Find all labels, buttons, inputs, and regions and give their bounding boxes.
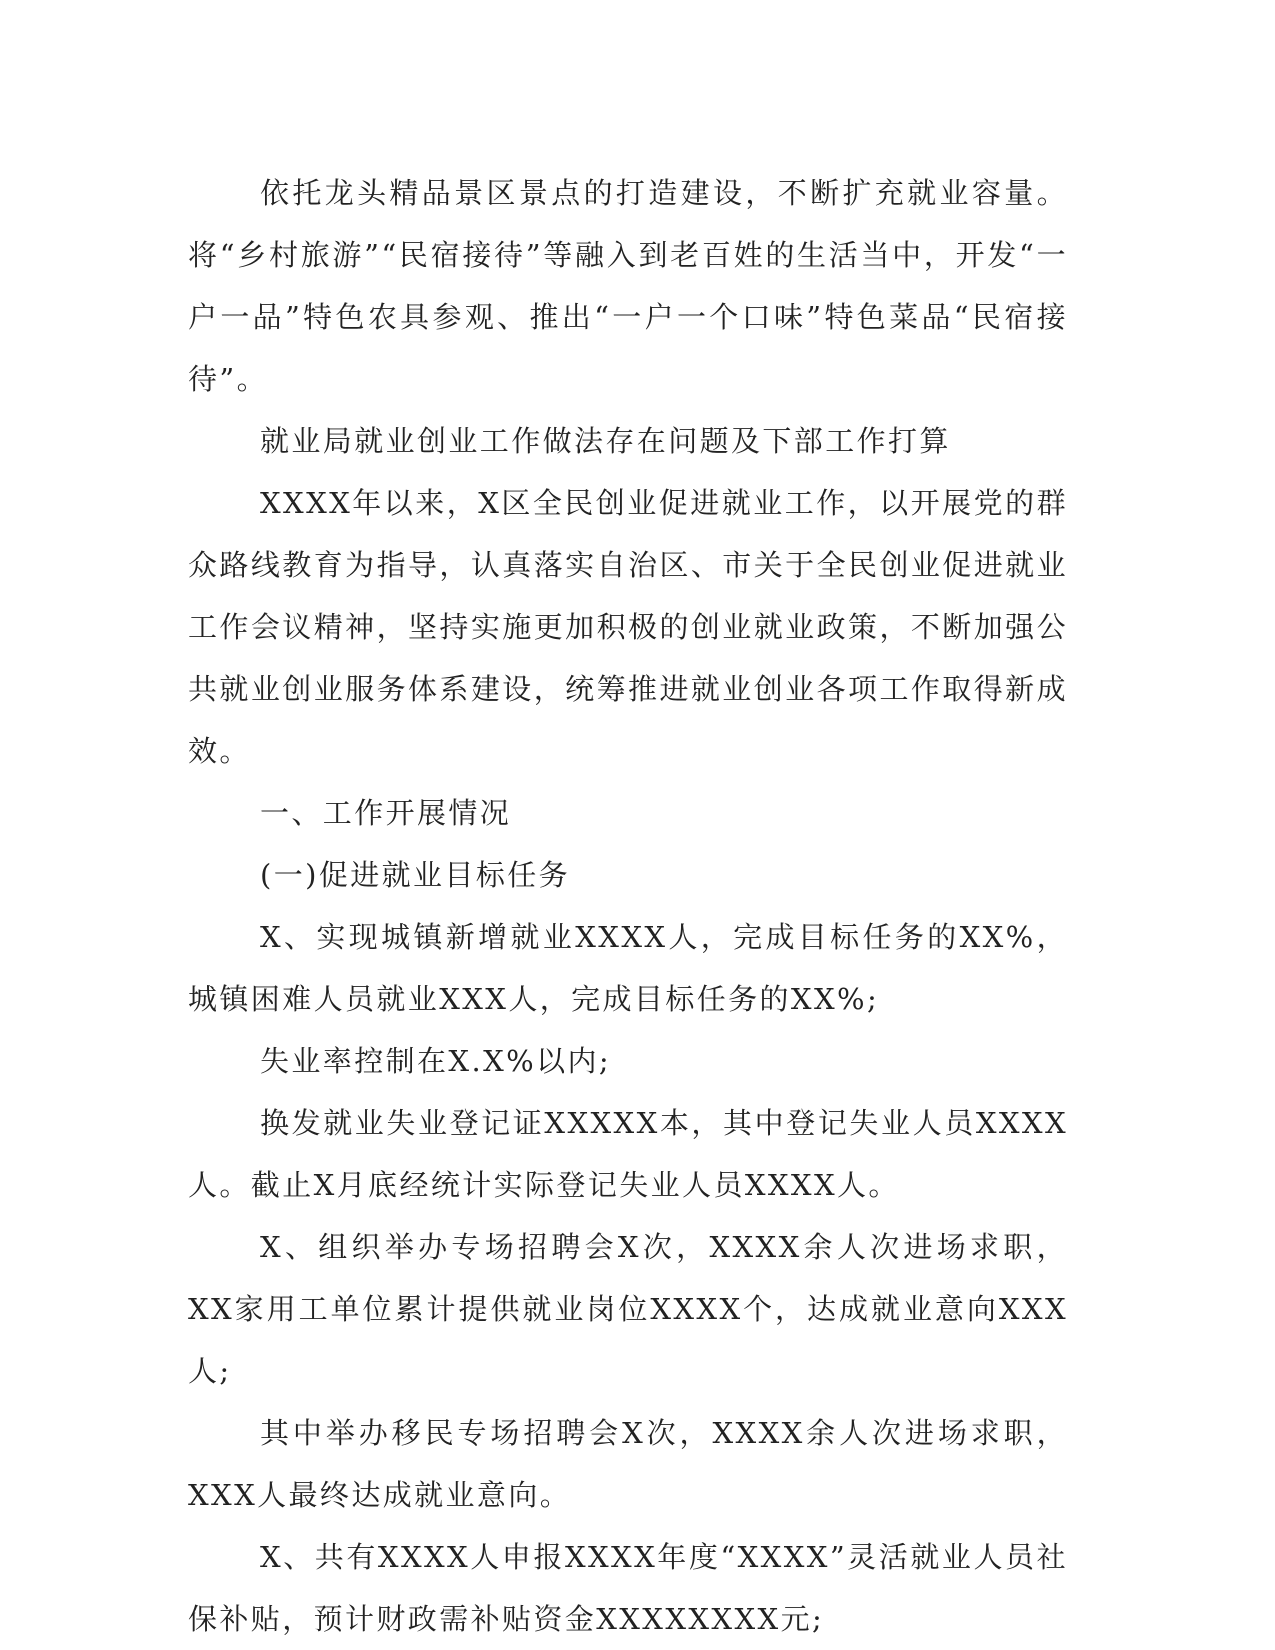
paragraph-migrant-job-fairs: 其中举办移民专场招聘会X次，XXXX余人次进场求职，XXX人最终达成就业意向。 — [188, 1416, 1068, 1512]
paragraph-registration: 换发就业失业登记证XXXXX本，其中登记失业人员XXXX人。截止X月底经统计实际登记失业人员XXXX人。 — [188, 1106, 1068, 1202]
paragraph-job-fairs: X、组织举办专场招聘会X次，XXXX余人次进场求职，XX家用工单位累计提供就业岗位XXXX个，达成就业意向XXX人; — [188, 1230, 1068, 1388]
paragraph-intro: XXXX年以来，X区全民创业促进就业工作，以开展党的群众路线教育为指导，认真落实自治区、市关于全民创业促进就业工作会议精神，坚持实施更加积极的创业就业政策，不断加强公共就业创业服务体系建设，统筹推进就业创业各项工作取得新成效。 — [188, 486, 1068, 768]
section-title: 就业局就业创业工作做法存在问题及下部工作打算 — [260, 424, 951, 458]
heading-work-status: 一、工作开展情况 — [260, 796, 512, 830]
paragraph-unemployment-rate: 失业率控制在X.X%以内; — [260, 1044, 612, 1078]
paragraph-social-security-subsidy: X、共有XXXX人申报XXXX年度“XXXX”灵活就业人员社保补贴，预计财政需补贴资金XXXXXXXX元; — [188, 1540, 1068, 1636]
paragraph-tourism: 依托龙头精品景区景点的打造建设，不断扩充就业容量。将“乡村旅游”“民宿接待”等融入到老百姓的生活当中，开发“一户一品”特色农具参观、推出“一户一个口味”特色菜品“民宿接待”。 — [188, 176, 1068, 396]
paragraph-new-employment: X、实现城镇新增就业XXXX人，完成目标任务的XX%，城镇困难人员就业XXX人，完成目标任务的XX%; — [188, 920, 1068, 1016]
document-body — [188, 162, 1068, 1650]
subheading-employment-targets: (一)促进就业目标任务 — [260, 858, 571, 892]
